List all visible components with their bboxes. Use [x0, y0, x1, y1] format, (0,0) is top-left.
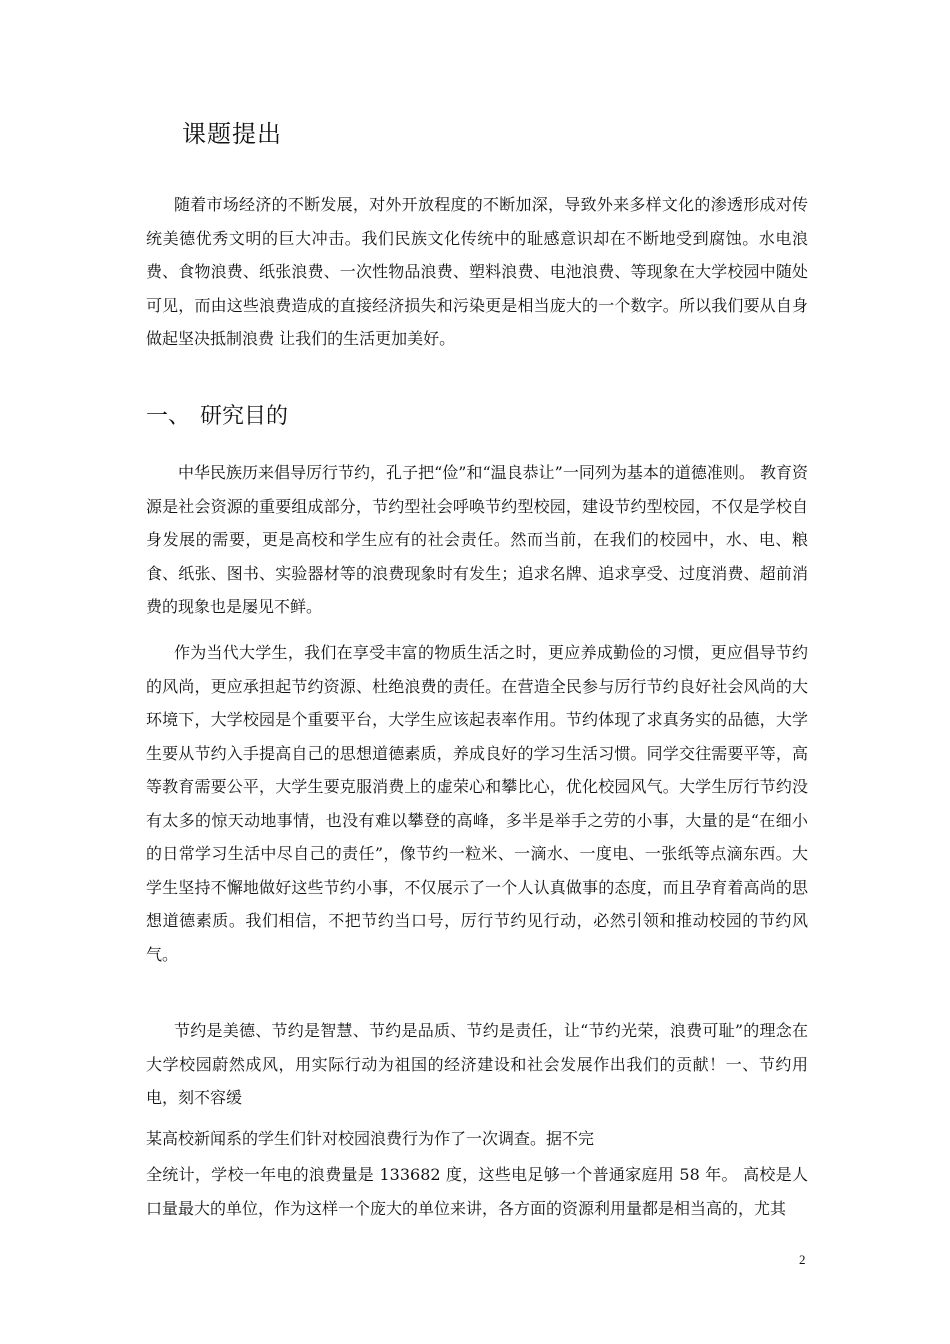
- section-number: 一、: [146, 404, 191, 429]
- stats-paragraph: 全统计，学校一年电的浪费量是 133682 度，这些电足够一个普通家庭用 58 年。 高校是人口量最大的单位，作为这样一个庞大的单位来讲，各方面的资源利用量都是相当高的，尤其: [146, 1165, 808, 1218]
- section-heading-research-purpose: [146, 400, 288, 434]
- intro-paragraph: 随着市场经济的不断发展，对外开放程度的不断加深，导致外来多样文化的渗透形成对传统美德优秀文明的巨大冲击。我们民族文化传统中的耻感意识却在不断地受到腐蚀。水电浪费、食物浪费、纸张浪费、一次性物品浪费、塑料浪费、电池浪费、等现象在大学校园中随处可见，而由这些浪费造成的直接经济损失和污染更是相当庞大的一个数字。所以我们要从自身做起坚决抵制浪费 让我们的生活更加美好。: [146, 195, 808, 348]
- section-title: 研究目的: [200, 404, 289, 429]
- page-number: 2: [799, 1252, 806, 1267]
- purpose-paragraph-1: 中华民族历来倡导厉行节约，孔子把“俭”和“温良恭让”一同列为基本的道德准则。 教育资源是社会资源的重要组成部分，节约型社会呼唤节约型校园，建设节约型校园，不仅是学校自身发展的需要，更是高校和学生应有的社会责任。然而当前，在我们的校园中，水、电、粮食、纸张、图书、实验器材等的浪费现象时有发生；追求名牌、追求享受、过度消费、超前消费的现象也是屡见不鲜。: [146, 463, 808, 616]
- survey-line: 某高校新闻系的学生们针对校园浪费行为作了一次调查。据不完: [146, 1129, 595, 1148]
- purpose-paragraph-2: 作为当代大学生，我们在享受丰富的物质生活之时，更应养成勤俭的习惯，更应倡导节约的风尚，更应承担起节约资源、杜绝浪费的责任。在营造全民参与厉行节约良好社会风尚的大环境下，大学校园是个重要平台，大学生应该起表率作用。节约体现了求真务实的品德，大学生要从节约入手提高自己的思想道德素质，养成良好的学习生活习惯。同学交往需要平等，高等教育需要公平，大学生要克服消费上的虚荣心和攀比心，优化校园风气。大学生厉行节约没有太多的惊天动地事情，也没有难以攀登的高峰，多半是举手之劳的小事，大量的是“在细小的日常学习生活中尽自己的责任”，像节约一粒米、一滴水、一度电、一张纸等点滴东西。大学生坚持不懈地做好这些节约小事，不仅展示了一个人认真做事的态度，而且孕育着高尚的思想道德素质。我们相信，不把节约当口号，厉行节约见行动，必然引领和推动校园的节约风气。: [146, 643, 808, 964]
- heading-project-proposal: 课题提出: [182, 120, 282, 148]
- purpose-paragraph-3: 节约是美德、节约是智慧、节约是品质、节约是责任，让“节约光荣，浪费可耻”的理念在大学校园蔚然成风，用实际行动为祖国的经济建设和社会发展作出我们的贡献！一、节约用电，刻不容缓: [146, 1021, 808, 1107]
